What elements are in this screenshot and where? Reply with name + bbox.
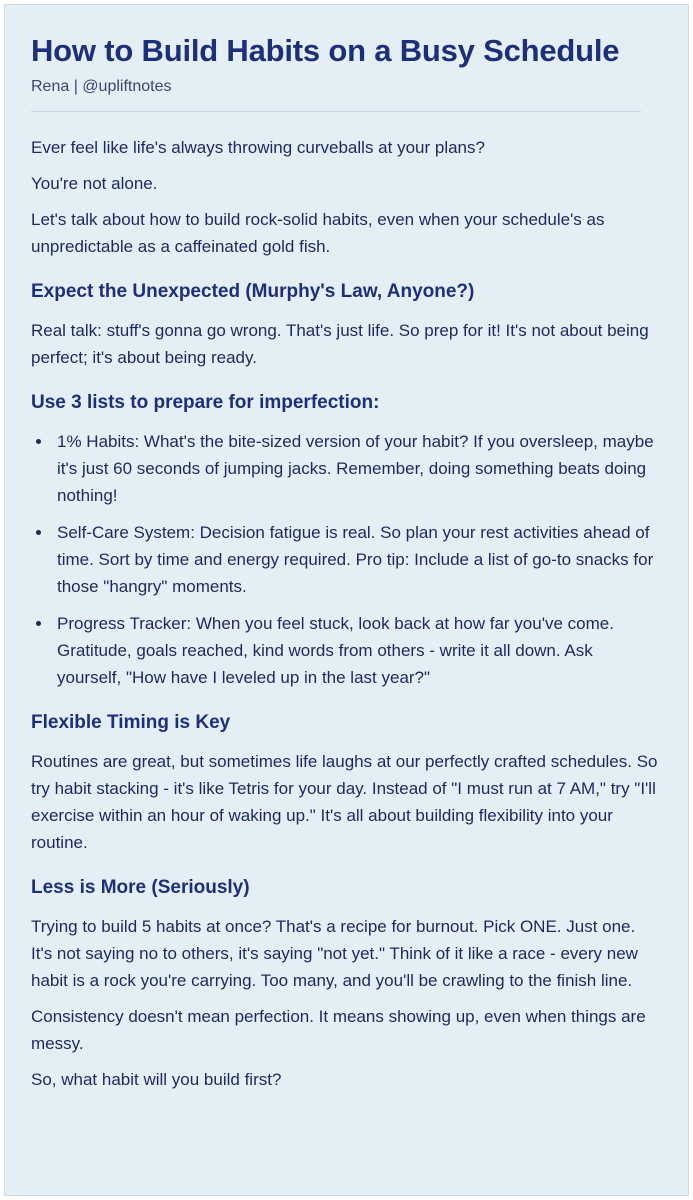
section-heading-timing: Flexible Timing is Key (31, 712, 231, 733)
section-heading-less: Less is More (Seriously) (31, 877, 250, 898)
bullet-dot (36, 439, 41, 444)
section-heading-expect: Expect the Unexpected (Murphy's Law, Anyone?) (31, 281, 475, 302)
intro-paragraph-3: Let's talk about how to build rock-solid habits, even when your schedule's as unpredictable as a caffeinated gold fish. (31, 210, 605, 256)
bullet-dot (36, 530, 41, 535)
section-body-timing: Routines are great, but sometimes life laughs at our perfectly crafted schedules. So try habit stacking - it's like Tetris for your day. Instead of "I must run at 7 AM," try "I'll exercise within an hour of waking up." It's all about building flexibility into your routine. (31, 752, 658, 852)
divider (31, 111, 641, 112)
page-title: How to Build Habits on a Busy Schedule (31, 33, 620, 68)
list-item (57, 610, 661, 691)
post-card (4, 4, 689, 1196)
closing-question: So, what habit will you build first? (31, 1070, 282, 1089)
list-item-text: Self-Care System: Decision fatigue is real. So plan your rest activities ahead of time. Sort by time and energy required. Pro tip: Include a list of go-to snacks for those "hangry" moments. (57, 523, 654, 596)
section-body-less-2: Consistency doesn't mean perfection. It means showing up, even when things are messy. (31, 1007, 646, 1053)
author-byline: Rena | @upliftnotes (31, 78, 172, 95)
section-body-less-1: Trying to build 5 habits at once? That's a recipe for burnout. Pick ONE. Just one. It's not saying no to others, it's saying "not yet." Think of it like a race - every new habit is a rock you're carrying. Too many, and you'll be crawling to the finish line. (31, 917, 638, 990)
list-item (57, 428, 661, 509)
post-content (31, 31, 661, 1093)
list-item-text: 1% Habits: What's the bite-sized version of your habit? If you oversleep, maybe it's just 60 seconds of jumping jacks. Remember, doing something beats doing nothing! (57, 432, 654, 505)
list-item (57, 519, 661, 600)
section-body-expect: Real talk: stuff's gonna go wrong. That's just life. So prep for it! It's not about being perfect; it's about being ready. (31, 321, 649, 367)
lists-bullet-list (31, 428, 661, 691)
intro-paragraph-2: You're not alone. (31, 174, 158, 193)
list-item-text: Progress Tracker: When you feel stuck, look back at how far you've come. Gratitude, goals reached, kind words from others - write it all down. Ask yourself, "How have I leveled up in the last year?" (57, 614, 614, 687)
bullet-dot (36, 621, 41, 626)
section-heading-lists: Use 3 lists to prepare for imperfection: (31, 392, 380, 413)
intro-paragraph-1: Ever feel like life's always throwing curveballs at your plans? (31, 138, 485, 157)
